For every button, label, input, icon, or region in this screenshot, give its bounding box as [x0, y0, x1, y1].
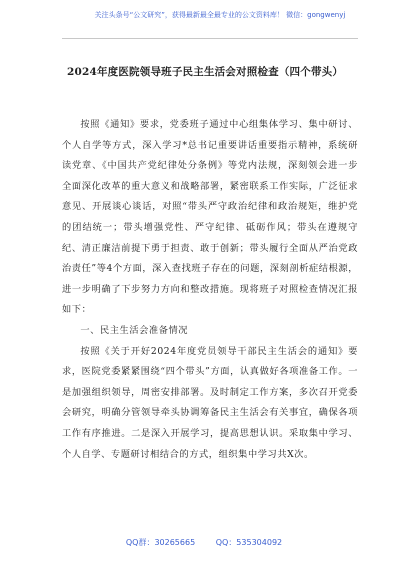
- qq-group-text: QQ群：30265665: [125, 538, 196, 547]
- qq-number-text: QQ：535304092: [215, 538, 283, 547]
- section-heading: 一、民主生活会准备情况: [80, 324, 189, 336]
- intro-paragraph: 按照《通知》要求，党委班子通过中心组集体学习、集中研讨、个人自学等方式，深入学习*总书记重要讲话重要指示精神，系统研读党章、《中国共产党纪律处分条例》等党内法规，深刻领会进一步全面深化改革的重大意义和战略部署，紧密联系工作实际，广泛征求意见、开展谈心谈话，对照“带头严守政治纪律和政治规矩，维护党的团结统一；带头增强党性、严守纪律、砥砺作风；带头在遵规守纪、清正廉洁前提下勇于担责、敢于创新；带头履行全面从严治党政治责任”等4个方面，深入查找班子存在的问题，深刻剖析症结根源，进一步明确了下步努力方向和整改措施。现将班子对照检查情况汇报如下：: [62, 119, 358, 316]
- document-body: [62, 115, 358, 465]
- header-divider: [62, 38, 358, 39]
- section-paragraph: 按照《关于开好2024年度党员领导干部民主生活会的通知》要求，医院党委紧紧围绕“四个带头”方面，认真做好各项准备工作。一是加强组织领导，周密安排部署。及时制定工作方案，多次召开党委会研究，明确分管领导牵头协调筹备民主生活会有关事宜，确保各项工作有序推进。二是深入开展学习，提高思想认识。采取集中学习、个人自学、专题研讨相结合的方式，组织集中学习共X次。: [62, 345, 358, 460]
- document-title: 2024年度医院领导班子民主生活会对照检查（四个带头）: [66, 66, 344, 78]
- header-banner: 关注头条号“公文研究”，获得最新最全最专业的公文资料库！ 微信：gongwenyj: [94, 11, 346, 19]
- footer-contact: [0, 537, 408, 548]
